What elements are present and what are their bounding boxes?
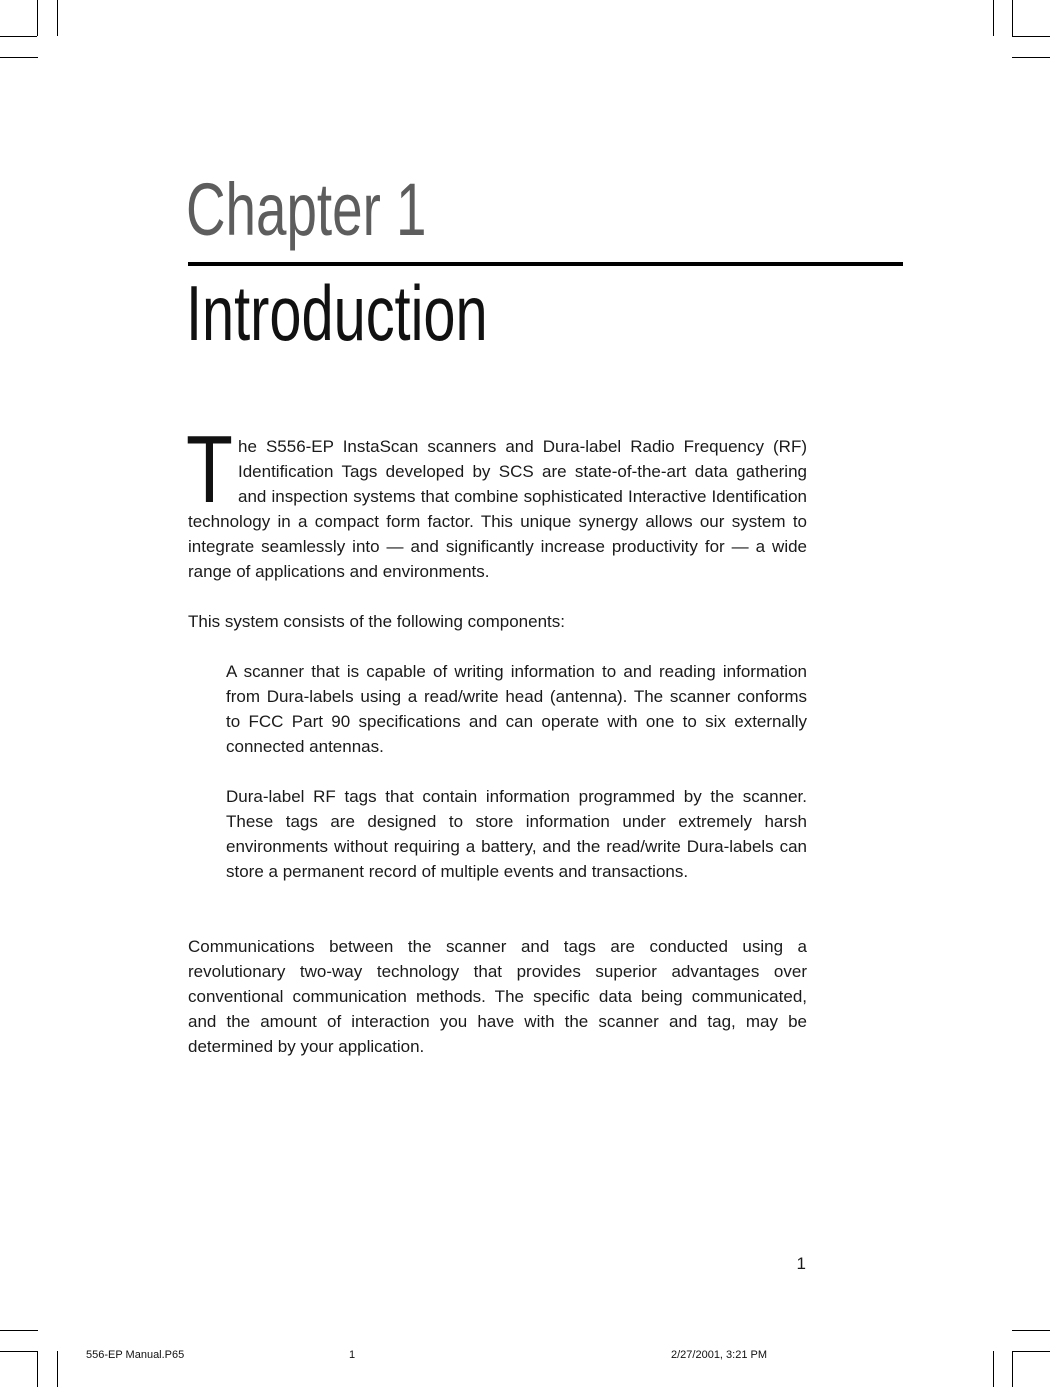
components-intro: This system consists of the following components: bbox=[188, 612, 565, 631]
component-item: Dura-label RF tags that contain information programmed by the scanner. These tags are designed to store information under extremely harsh environments without requiring a battery, and the read/write Dura-labels can store a permanent record of multiple events and transactions. bbox=[226, 787, 807, 881]
intro-text: he S556-EP InstaScan scanners and Dura-label Radio Frequency (RF) Identification Tags developed by SCS are state-of-the-art data gathering and inspection systems that combine sophisticated Interactive Identification technology in a compact form factor. This unique synergy allows our system to integrate seamlessly into — and significantly increase productivity for — a wide range of applications and environments. bbox=[188, 437, 807, 581]
crop-mark bbox=[1012, 1330, 1050, 1331]
crop-mark bbox=[1012, 57, 1050, 58]
crop-mark bbox=[1012, 1351, 1013, 1387]
communications-paragraph: Communications between the scanner and tags are conducted using a revolutionary two-way technology that provides superior advantages over conventional communication methods. The specific data being communicated, and the amount of interaction you have with the scanner and tag, may be determined by your application. bbox=[188, 937, 807, 1056]
crop-mark bbox=[993, 0, 994, 36]
page-number: 1 bbox=[796, 1254, 806, 1273]
crop-mark bbox=[37, 0, 38, 36]
crop-mark bbox=[0, 1351, 37, 1352]
drop-cap: T bbox=[186, 416, 233, 523]
crop-mark bbox=[57, 1351, 58, 1387]
crop-mark bbox=[0, 36, 37, 37]
footer-page: 1 bbox=[349, 1349, 356, 1361]
crop-mark bbox=[0, 57, 38, 58]
footer-datetime: 2/27/2001, 3:21 PM bbox=[671, 1349, 768, 1361]
crop-mark bbox=[1012, 36, 1050, 37]
component-item: A scanner that is capable of writing information to and reading information from Dura-labels using a read/write head (antenna). The scanner conforms to FCC Part 90 specifications and can operate with one to six externally connected antennas. bbox=[226, 662, 807, 756]
intro-paragraph bbox=[186, 416, 807, 584]
footer-file-name: 556-EP Manual.P65 bbox=[86, 1349, 185, 1361]
chapter-title: Introduction bbox=[186, 269, 488, 357]
crop-mark bbox=[37, 1351, 38, 1387]
crop-mark bbox=[993, 1351, 994, 1387]
crop-mark bbox=[0, 1330, 38, 1331]
crop-mark bbox=[1012, 1351, 1050, 1352]
chapter-label: Chapter 1 bbox=[186, 168, 427, 251]
crop-mark bbox=[57, 0, 58, 36]
chapter-rule bbox=[188, 262, 903, 266]
crop-mark bbox=[1012, 0, 1013, 36]
